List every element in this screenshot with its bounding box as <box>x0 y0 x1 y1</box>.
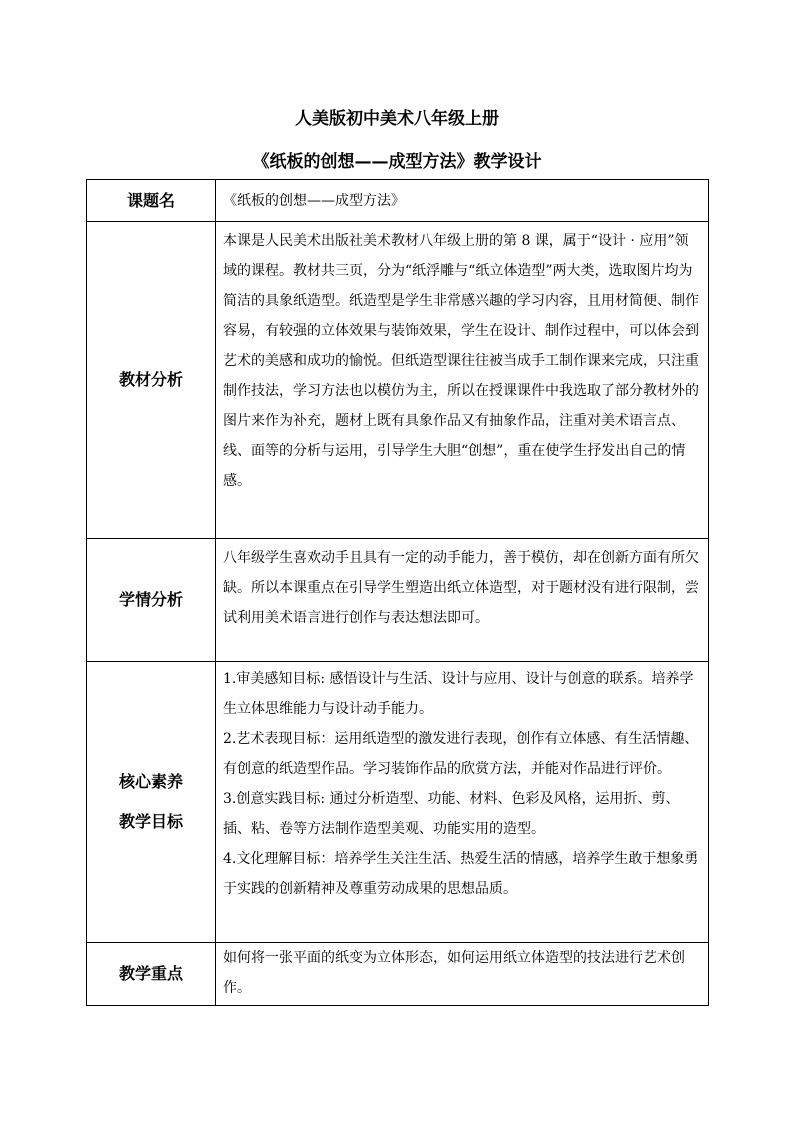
goal-item: 4.文化理解目标：培养学生关注生活、热爱生活的情感，培养学生敢于想象勇于实践的创新精神及尊重劳动成果的思想品质。 <box>223 851 699 897</box>
row-content-material-analysis: 本课是人民美术出版社美术教材八年级上册的第 8 课，属于“设计 · 应用”领域的课程。教材共三页，分为“纸浮雕与“纸立体造型”两大类，选取图片均为简洁的具象纸造型。纸造型是学生非常感兴趣的学习内容，且用材简便、制作容易，有较强的立体效果与装饰效果，学生在设计、制作过程中，可以体会到艺术的美感和成功的愉悦。但纸造型课往往被当成手工制作课来完成，只注重制作技法，学习方法也以模仿为主，所以在授课课件中我选取了部分教材外的图片来作为补充，题材上既有具象作品又有抽象作品，注重对美术语言点、线、面等的分析与运用，引导学生大胆“创想”，重在使学生抒发出自己的情感。 <box>216 222 709 539</box>
row-label-topic: 课题名 <box>87 180 216 222</box>
row-content-teaching-goals <box>216 662 709 943</box>
row-label-key-points: 教学重点 <box>87 943 216 1006</box>
label-line: 核心素养 <box>118 772 183 791</box>
goal-item: 3.创意实践目标: 通过分析造型、功能、材料、色彩及风格，运用折、剪、插、粘、卷等方法制作造型美观、功能实用的造型。 <box>223 791 680 837</box>
row-content-key-points: 如何将一张平面的纸变为立体形态，如何运用纸立体造型的技法进行艺术创作。 <box>216 943 709 1006</box>
document-subtitle: 《纸板的创想——成型方法》教学设计 <box>252 152 542 172</box>
row-label-teaching-goals <box>87 662 216 943</box>
goal-item: 1.审美感知目标: 感悟设计与生活、设计与应用、设计与创意的联系。培养学生立体思维能力与设计动手能力。 <box>223 671 694 717</box>
table-row <box>87 180 709 222</box>
row-label-student-analysis: 学情分析 <box>87 539 216 662</box>
table-row <box>87 943 709 1006</box>
row-content-student-analysis: 八年级学生喜欢动手且具有一定的动手能力，善于模仿，却在创新方面有所欠缺。所以本课重点在引导学生塑造出纸立体造型，对于题材没有进行限制，尝试利用美术语言进行创作与表达想法即可。 <box>216 539 709 662</box>
goal-item: 2.艺术表现目标：运用纸造型的激发进行表现，创作有立体感、有生活情趣、有创意的纸造型作品。学习装饰作品的欣赏方法，并能对作品进行评价。 <box>223 731 699 777</box>
label-line: 教学目标 <box>118 812 183 831</box>
row-label-material-analysis: 教材分析 <box>87 222 216 539</box>
row-content-topic: 《纸板的创想——成型方法》 <box>216 180 709 222</box>
table-row <box>87 222 709 539</box>
table-row <box>87 539 709 662</box>
lesson-plan-table <box>86 179 709 1006</box>
table-row <box>87 662 709 943</box>
document-title: 人美版初中美术八年级上册 <box>295 109 499 129</box>
